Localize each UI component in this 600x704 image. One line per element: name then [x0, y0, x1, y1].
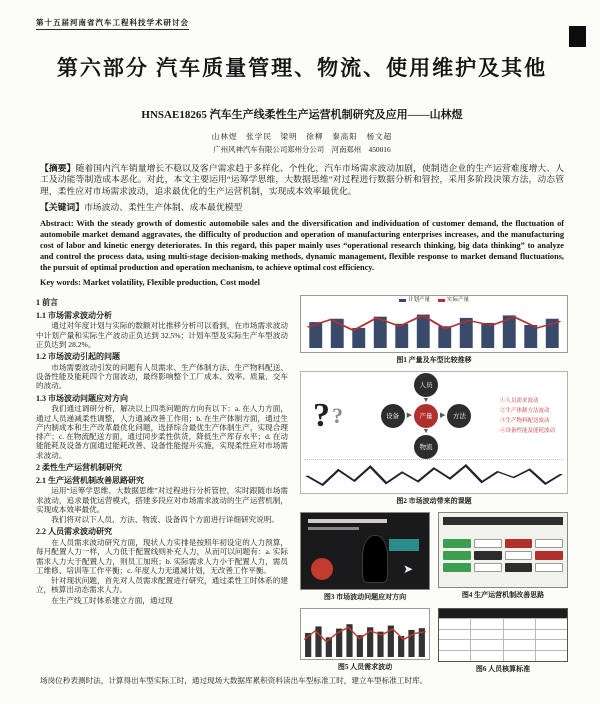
corner-mark: [569, 26, 586, 47]
top-strip: [36, 12, 568, 30]
section-heading: 1 前言: [36, 297, 58, 307]
figure-2-image: [300, 371, 568, 494]
paragraph: 市场需要波动引发的问题有人员需求、生产体制方法、生产物料配送、设备性能及能耗四个方面波动，最终影响整个工厂成本、效率、质量、交车的波动。: [36, 362, 288, 391]
flow-block: [474, 551, 502, 560]
node-method: 方法: [447, 404, 471, 428]
keywords-en-label: Key words:: [40, 277, 81, 287]
table-cell: [439, 640, 470, 650]
table-header-bar: [439, 609, 567, 618]
figure-3: [300, 512, 430, 602]
paragraph: 我们将对以下人员、方法、物流、设备四个方面进行详细研究说明。: [51, 515, 279, 525]
abstract-zh-label: 【摘要】: [40, 163, 76, 173]
flow-block: [443, 551, 471, 560]
node-logistics: 物流: [414, 435, 438, 459]
flow-block: [505, 539, 533, 548]
figure-6-caption: 图6 人员核算标准: [475, 664, 531, 673]
arrow-right-icon: ▶: [406, 411, 412, 420]
paragraph: 我们通过调研分析，解决以上四类问题的方向有以下：a. 在人力方面，通过人员递减柔性调整，人力通减改善工作用；b. 在生产体制方面，通过生产内制成本和生产改革最优化问题，选择综合最优生产体制生产，实现合理排产；c. 在物流配送方面，通过同步柔性供货，降低生产库存水平；d. 在动能能耗及设备方面通过能耗改善、设备性能提升实施，实现柔性应对市场需求波动。: [36, 404, 288, 460]
red-circle-shape: [311, 558, 333, 580]
annotation: ②生产体制方法波动: [500, 407, 550, 414]
production-trend-chart: [305, 304, 563, 348]
paragraph: 针对现状问题，首先对人员需求配置进行研究，通过柔性工时体系的建立，核算出动态需求人力。: [36, 576, 288, 595]
paragraph: 运用“运筹学思维、大数据思维”对过程进行分析管控，实时跟随市场需求波动，追求最优运营模式，搭建多段应对市场需求波动的生产运营机制，实现成本效率最优。: [36, 486, 288, 514]
abstract-en-text: With the steady growth of domestic automobile sales and the diversification and individuation of customer demand, the fluctuation of automobile market demand aggravates, the difficulty of production and operation of manufacturing enterprises increases, and the manufacturing cost of labor and kinetic energy deteriorates. In this regard, this paper mainly uses “operational research thinking, big data thinking” to analyze and control the process data, using multi-stage decision-making methods, dynamic management, flexible response to market demand fluctuations, the pursuit of optimal production and operation mechanism, to achieve optimal cost efficiency.: [40, 219, 564, 273]
table-cell: [535, 640, 567, 650]
authors-line: 山林煜 张学民 梁明 徐柳 秦高阳 杨文超: [211, 132, 393, 141]
table-cell: [503, 640, 535, 650]
arrow-down-icon: ▼: [422, 395, 430, 404]
node-output: 产量: [414, 404, 438, 428]
table-row: [439, 618, 567, 629]
figure-column: [300, 295, 568, 673]
node-personnel: 人员: [414, 373, 438, 397]
personnel-demand-chart: [303, 611, 427, 657]
table-cell: [503, 619, 535, 629]
section-heading: 2.2 人员需求波动研究: [36, 527, 112, 537]
factor-diagram: [352, 375, 500, 457]
keywords-en: [40, 278, 564, 287]
table-cell: [503, 651, 535, 661]
demand-fluctuation-wave-chart: [304, 459, 564, 490]
figure-3-image: [300, 512, 430, 590]
legend-label: 实际产量: [447, 296, 470, 303]
section-heading: 1.3 市场波动问题应对方向: [36, 393, 128, 403]
figure-5-caption: 图5 人员需求波动: [337, 662, 393, 671]
figure-1-image: [300, 295, 568, 353]
table-cell: [470, 651, 502, 661]
flow-block: [535, 551, 563, 560]
keywords-zh-label: 【关键词】: [40, 202, 84, 213]
figure-1-caption: 图1 产量及车型比较推移: [396, 355, 472, 364]
legend-label: 计划产量: [407, 296, 430, 303]
abstract-en: [40, 219, 564, 274]
figure-5: [300, 608, 430, 673]
arrow-down-icon: ▼: [422, 426, 430, 435]
figure-1: [300, 295, 568, 365]
flowchart-title-bar: [443, 517, 563, 525]
person-silhouette: [362, 535, 388, 583]
annotation: ③生产物料配送波动: [500, 417, 550, 424]
figure-2: [300, 371, 568, 506]
keywords-zh-text: 市场波动、柔性生产体制、成本最优模型: [84, 202, 243, 213]
figure-4-image: [438, 512, 568, 588]
flow-block: [443, 539, 471, 548]
figure-4-caption: 图4 生产运营机制改善思路: [461, 590, 545, 599]
section-title: 第六部分 汽车质量管理、物流、使用维护及其他: [56, 56, 548, 80]
table-cell: [535, 651, 567, 661]
question-mark-icon: ?: [332, 402, 343, 428]
question-mark-icon: ?: [313, 396, 330, 434]
table-row: [439, 629, 567, 640]
flow-block: [443, 563, 471, 572]
arrow-right-icon: ➤: [402, 561, 413, 576]
figure-5-image: [300, 608, 430, 660]
figure-6-image: [438, 608, 568, 662]
annotation: ①人员需求波动: [500, 397, 539, 404]
flow-block: [535, 539, 563, 548]
table-cell: [535, 619, 567, 629]
table-cell: [439, 651, 470, 661]
abstract-zh: [40, 163, 564, 197]
figure-row-3-4: [300, 512, 568, 608]
flow-block: [535, 563, 563, 572]
question-marks: [304, 375, 352, 457]
conference-header: 第十五届河南省汽车工程科技学术研讨会: [36, 17, 189, 30]
section-heading: 1.2 市场波动引起的问题: [36, 352, 120, 362]
node-equipment: 设备: [381, 404, 405, 428]
paragraph: 通过对年度计划与实际的数额对比推移分析可以看到，在市场需求波动中计划产量和实际生产波动正负达到 32.5%；计划车型及实际生产车型波动正负达到 28.2%。: [36, 321, 288, 349]
flow-block: [505, 551, 533, 560]
diagram-middle-row: [381, 404, 472, 428]
flow-block: [474, 563, 502, 572]
figure-4: [438, 512, 568, 602]
section-heading: 2 柔性生产运营机制研究: [36, 462, 122, 472]
legend-swatch-plan: [399, 299, 406, 302]
affiliation-line: 广州风神汽车有限公司郑州分公司 河南郑州 450016: [213, 145, 391, 154]
slide-title-bar: [308, 519, 387, 523]
flow-block: [474, 539, 502, 548]
figure-row-5-6: [300, 608, 568, 673]
teal-block-shape: [389, 539, 419, 551]
table-cell: [503, 630, 535, 640]
figure-2-diagram-area: [304, 375, 564, 457]
paper-title: HNSAE18265 汽车生产线柔性生产运营机制研究及应用——山林煜: [141, 109, 463, 121]
table-row: [439, 639, 567, 650]
table-cell: [535, 630, 567, 640]
figure-2-annotations: [500, 375, 564, 457]
table-cell: [470, 640, 502, 650]
section-heading: 1.1 市场需求波动分析: [36, 310, 112, 320]
figure-1-legend: [305, 298, 563, 304]
flow-block: [505, 563, 533, 572]
abstract-en-label: Abstract:: [40, 219, 74, 229]
table-cell: [439, 630, 470, 640]
two-column-body: [36, 295, 568, 673]
legend-item: [399, 298, 430, 304]
figure-2-caption: 图2 市场波动带来的课题: [396, 496, 472, 505]
table-cell: [439, 619, 470, 629]
keywords-zh: [40, 200, 564, 213]
table-cell: [470, 619, 502, 629]
slide-subtitle-bar: [308, 527, 359, 530]
flowchart-blocks: [443, 528, 563, 583]
legend-swatch-actual: [438, 299, 445, 302]
legend-item: [438, 298, 469, 304]
paragraph: 在生产线工时体系建立方面，通过现: [51, 595, 173, 605]
annotation: ④设备性能及能耗波动: [500, 428, 556, 434]
paragraph: 在人员需求波动研究方面，现状人力实排是按照年初设定的人力预算，每月配置人力一样，人力低于配置线则补充人力，从而可以问题有：a. 实际需求人力大于配置人力，则员工加班；b. 实际需求人力小于配置人力，需员工维修、培训等工作平衡；c. 年度人力无通减计划，无改善工作平衡。: [36, 538, 288, 575]
figure-6: [438, 608, 568, 673]
table-row: [439, 650, 567, 661]
keywords-en-text: Market volatility, Flexible production, Cost model: [82, 277, 260, 287]
arrow-right-icon: ▶: [440, 411, 446, 420]
table-cell: [470, 630, 502, 640]
abstract-zh-text: 随着国内汽车销量增长不稳以及客户需求趋于多样化、个性化，汽车市场需求波动加剧，使制造企业的生产运营难度增大、人工及动能等制造成本恶化。对此，本文主要运用“运筹学思维，大数据思维”对过程进行数据分析和管控，采用多阶段决策方法，动态管理，柔性应对市场需求波动，追求最优化的生产运营机制，实现成本效率最优化。: [40, 163, 564, 196]
figure-3-caption: 图3 市场波动问题应对方向: [323, 592, 407, 601]
section-heading: 2.1 生产运营机制改善思路研究: [36, 475, 144, 485]
text-column: [36, 295, 288, 673]
bottom-continuation-paragraph: 场岗位秒表测时法，计算得出车型实际工时，通过现场大数据库累积资料读出车型标准工时，建立车型标准工时库。: [40, 675, 428, 685]
